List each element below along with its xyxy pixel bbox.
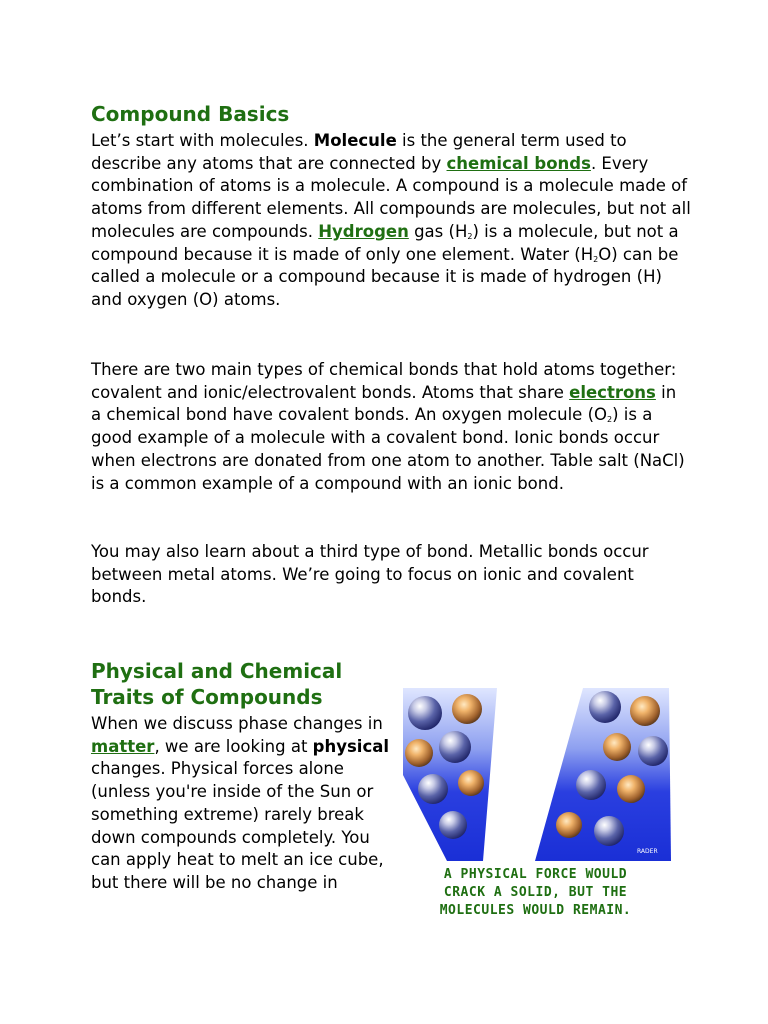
link-electrons[interactable]: electrons	[569, 382, 656, 402]
paragraph-phase-changes	[91, 713, 391, 895]
text: O) can be called a molecule or a compound because it is made of hydrogen (H) and oxygen (O) atoms.	[91, 244, 679, 309]
term-molecule: Molecule	[313, 131, 397, 150]
paragraph-bond-types	[91, 359, 691, 495]
text: changes. Physical forces alone (unless you're inside of the Sun or something extreme) rarely break down compounds completely. You can apply heat to melt an ice cube, but there will be no change in	[91, 759, 384, 892]
link-hydrogen[interactable]: Hydrogen	[318, 221, 409, 241]
link-chemical-bonds[interactable]: chemical bonds	[446, 153, 591, 173]
text: is the general term used to describe any atoms that are connected by	[91, 131, 627, 173]
text: . Every combination of atoms is a molecule. A compound is a molecule made of atoms from different elements. All compounds are molecules, but not all molecules are compounds.	[91, 153, 691, 241]
link-matter[interactable]: matter	[91, 736, 155, 756]
section-title-compound-basics: Compound Basics	[91, 102, 290, 126]
text: in a chemical bond have covalent bonds. An oxygen molecule (O	[91, 382, 677, 425]
text: gas (H	[408, 221, 468, 241]
subscript: 2	[607, 415, 613, 425]
caption-line: MOLECULES WOULD REMAIN.	[439, 903, 632, 918]
subscript: 2	[593, 254, 599, 264]
section-title-physical-chemical-traits: Physical and Chemical Traits of Compounds	[91, 659, 343, 709]
text: When we discuss phase changes in	[91, 714, 383, 733]
figure-caption	[398, 866, 673, 920]
text: Let’s start with molecules.	[91, 131, 314, 150]
caption-line: A PHYSICAL FORCE WOULD	[443, 867, 628, 882]
subscript: 2	[467, 231, 473, 241]
paragraph-metallic-bonds	[91, 541, 691, 609]
text: ) is a molecule, but not a compound because it is made of only one element. Water (H	[91, 221, 679, 264]
text: There are two main types of chemical bonds that hold atoms together: covalent and ionic/electrovalent bonds. Atoms that share	[91, 360, 677, 402]
text: ) is a good example of a molecule with a covalent bond. Ionic bonds occur when electrons are donated from one atom to another. Table salt (NaCl) is a common example of a compound with an ionic bond.	[91, 405, 685, 493]
text: You may also learn about a third type of bond. Metallic bonds occur between metal atoms. We’re going to focus on ionic and covalent bonds.	[91, 542, 649, 607]
paragraph-molecules	[91, 130, 691, 312]
caption-line: CRACK A SOLID, BUT THE	[443, 885, 628, 900]
term-physical: physical	[312, 736, 390, 756]
text: , we are looking at	[154, 736, 313, 756]
artist-signature: RADER	[637, 848, 658, 855]
